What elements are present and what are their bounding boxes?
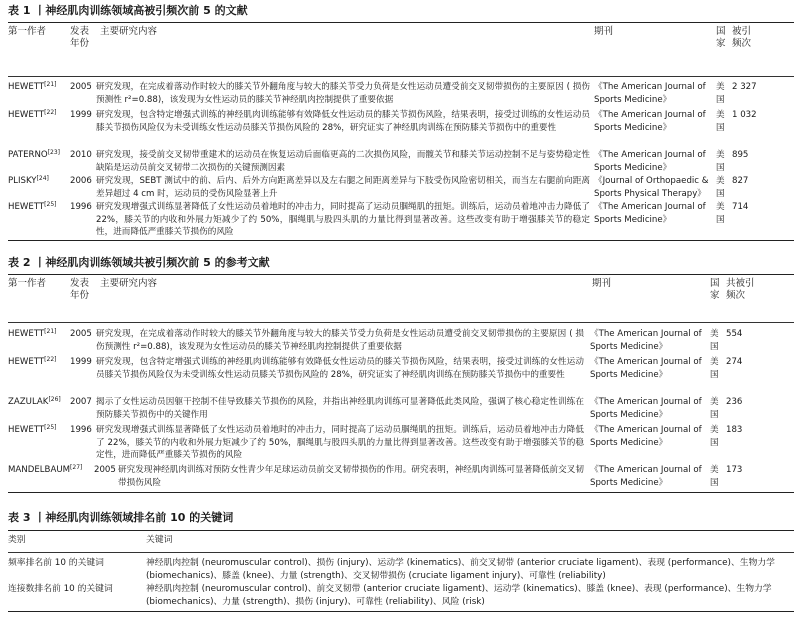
journal: 《The American Journal of Sports Medicine》 <box>594 82 706 105</box>
cites: 895 <box>732 150 749 160</box>
keyword-list: 神经肌肉控制 (neuromuscular control)、前交叉韧带 (anterior cruciate ligament)、运动学 (kinematics)、膝盖 (knee)、表现 (performance)、生物力学 (biomechanics)、力量 (strength)、损伤 (injury)、可靠性 (reliability)、风险 (risk) <box>146 584 772 607</box>
cites: 2 327 <box>732 82 757 92</box>
table-row <box>8 464 794 492</box>
table-row <box>8 396 794 424</box>
year: 1996 <box>70 425 92 435</box>
content: 研究发现增强式训练显著降低了女性运动员着地时的冲击力，同时提高了运动员腘绳肌的扭矩。训练后，运动员着地冲击力降低了 22%，膝关节的内收和外展力矩减少了约 50%，腘绳肌与股四头肌的力量比得到显著改善。这些改变有助于增强膝关节的稳定性，进而降低严重膝关节损伤的风险 <box>96 425 584 460</box>
author: HEWETT[21] <box>8 328 57 339</box>
table-row <box>8 557 794 583</box>
header-content: 主要研究内容 <box>100 278 158 289</box>
table-row <box>8 424 794 464</box>
cites: 714 <box>732 202 749 212</box>
journal: 《The American Journal of Sports Medicine》 <box>590 329 702 352</box>
header-keywords: 关键词 <box>146 535 173 545</box>
year: 1999 <box>70 357 92 367</box>
cites: 1 032 <box>732 110 757 120</box>
year: 2005 <box>94 465 116 475</box>
content: 研究发现神经肌肉训练对预防女性青少年足球运动员前交叉韧带损伤的作用。研究表明，神经肌肉训练可显著降低前交叉韧带损伤风险 <box>118 465 584 488</box>
journal: 《The American Journal of Sports Medicine》 <box>590 465 702 488</box>
author: ZAZULAK[26] <box>8 396 61 407</box>
table-3-caption: 表 3 丨神经肌肉训练领域排名前 10 的关键词 <box>8 511 234 524</box>
year: 1996 <box>70 202 92 212</box>
journal: 《Journal of Orthopaedic & Sports Physical Therapy》 <box>594 176 709 199</box>
author: HEWETT[21] <box>8 81 57 92</box>
journal: 《The American Journal of Sports Medicine》 <box>594 150 706 173</box>
journal: 《The American Journal of Sports Medicine》 <box>590 397 702 420</box>
keyword-category: 频率排名前 10 的关键词 <box>8 558 104 568</box>
content: 研究发现，包含特定增强式训练的神经肌肉训练能够有效降低女性运动员的膝关节损伤风险，结果表明，接受过训练的女性运动员膝关节损伤风险仅为未受训练女性运动员膝关节损伤风险的 28%，研究证实了神经肌肉训练在预防膝关节损伤中的重要性 <box>96 357 584 380</box>
table-2-caption: 表 2 丨神经肌肉训练领域共被引频次前 5 的参考文献 <box>8 256 270 269</box>
country: 美 国 <box>716 150 725 173</box>
content: 研究发现，包含特定增强式训练的神经肌肉训练能够有效降低女性运动员的膝关节损伤风险，结果表明，接受过训练的女性运动员膝关节损伤风险仅为未受训练女性运动员膝关节损伤风险的 28%，研究证实了神经肌肉训练在预防膝关节损伤中的重要性 <box>96 110 590 133</box>
keyword-category: 连接数排名前 10 的关键词 <box>8 584 113 594</box>
country: 美 国 <box>716 176 725 199</box>
cites: 183 <box>726 425 743 435</box>
author: HEWETT[22] <box>8 356 57 367</box>
content: 研究发现增强式训练显著降低了女性运动员着地时的冲击力，同时提高了运动员腘绳肌的扭矩。训练后，运动员着地冲击力降低了 22%，膝关节的内收和外展力矩减少了约 50%，腘绳肌与股四头肌的力量比得到显著改善。这些改变有助于增强膝关节的稳定性，进而降低严重膝关节损伤的风险 <box>96 202 590 237</box>
table-1 <box>8 4 794 241</box>
table-row <box>8 81 794 107</box>
header-year: 发表 年份 <box>70 26 90 49</box>
header-journal: 期刊 <box>594 26 614 37</box>
journal: 《The American Journal of Sports Medicine》 <box>594 110 706 133</box>
content: 揭示了女性运动员因躯干控制不佳导致膝关节损伤的风险，并指出神经肌肉训练可显著降低此类风险，强调了核心稳定性训练在预防膝关节损伤中的关键作用 <box>96 397 584 420</box>
header-content: 主要研究内容 <box>100 26 158 37</box>
table-row <box>8 201 794 240</box>
table-3 <box>8 511 794 612</box>
country: 美 国 <box>716 110 725 133</box>
cites: 554 <box>726 329 743 339</box>
journal: 《The American Journal of Sports Medicine》 <box>590 357 702 380</box>
cites: 827 <box>732 176 749 186</box>
table-1-header <box>8 26 794 56</box>
table-row <box>8 175 794 201</box>
header-year: 发表 年份 <box>70 278 90 301</box>
table-row <box>8 328 794 354</box>
year: 2006 <box>70 176 92 186</box>
year: 1999 <box>70 110 92 120</box>
author: HEWETT[25] <box>8 424 57 435</box>
header-cites: 被引 频次 <box>732 26 752 49</box>
table-row <box>8 583 794 609</box>
country: 美 国 <box>710 465 719 488</box>
author: HEWETT[25] <box>8 201 57 212</box>
year: 2005 <box>70 329 92 339</box>
author: PATERNO[23] <box>8 149 61 160</box>
header-journal: 期刊 <box>592 278 612 289</box>
table-3-header <box>8 534 794 550</box>
table-1-caption: 表 1 丨神经肌肉训练领域高被引频次前 5 的文献 <box>8 4 248 17</box>
cites: 236 <box>726 397 743 407</box>
year: 2010 <box>70 150 92 160</box>
country: 美 国 <box>710 357 719 380</box>
table-row <box>8 356 794 396</box>
header-author: 第一作者 <box>8 26 47 37</box>
header-category: 类别 <box>8 535 26 545</box>
cites: 274 <box>726 357 743 367</box>
table-row <box>8 109 794 149</box>
content: 研究发现，在完成着落动作时较大的膝关节外翻角度与较大的膝关节受力负荷是女性运动员遭受前交叉韧带损伤的主要原因 ( 损伤预测性 r²=0.88)，该发现为女性运动员的膝关节神经肌肉控制提供了重要依据 <box>96 329 584 352</box>
country: 美 国 <box>710 329 719 352</box>
year: 2005 <box>70 82 92 92</box>
table-row <box>8 149 794 175</box>
author: HEWETT[22] <box>8 109 57 120</box>
keyword-list: 神经肌肉控制 (neuromuscular control)、损伤 (injury)、运动学 (kinematics)、前交叉韧带 (anterior cruciate ligament)、表现 (performance)、生物力学 (biomechanics)、膝盖 (knee)、力量 (strength)、交叉韧带损伤 (cruciate ligament injury)、可靠性 (reliability) <box>146 558 775 581</box>
header-country: 国 家 <box>710 278 720 301</box>
cites: 173 <box>726 465 743 475</box>
country: 美 国 <box>716 82 725 105</box>
table-2 <box>8 256 794 493</box>
header-cites: 共被引 频次 <box>726 278 755 301</box>
journal: 《The American Journal of Sports Medicine》 <box>590 425 702 448</box>
author: PLISKY[24] <box>8 175 49 186</box>
content: 研究发现，在完成着落动作时较大的膝关节外翻角度与较大的膝关节受力负荷是女性运动员遭受前交叉韧带损伤的主要原因 ( 损伤预测性 r²=0.88)，该发现为女性运动员的膝关节神经肌肉控制提供了重要依据 <box>96 82 590 105</box>
content: 研究发现，接受前交叉韧带重建术的运动员在恢复运动后面临更高的二次损伤风险，而髋关节和膝关节运动控制不足与姿势稳定性缺陷是运动员前交叉韧带二次损伤的关键预测因素 <box>96 150 590 173</box>
country: 美 国 <box>710 397 719 420</box>
journal: 《The American Journal of Sports Medicine》 <box>594 202 706 225</box>
header-author: 第一作者 <box>8 278 47 289</box>
country: 美 国 <box>716 202 725 225</box>
header-country: 国 家 <box>716 26 726 49</box>
content: 研究发现，SEBT 测试中的前、后内、后外方向距离差异以及左右腿之间距离差异与下肢受伤风险密切相关，而当左右腿前向距离差异超过 4 cm 时，运动员的受伤风险显著上升 <box>96 176 590 199</box>
country: 美 国 <box>710 425 719 448</box>
author: MANDELBAUM[27] <box>8 464 83 475</box>
year: 2007 <box>70 397 92 407</box>
table-2-header <box>8 278 794 308</box>
